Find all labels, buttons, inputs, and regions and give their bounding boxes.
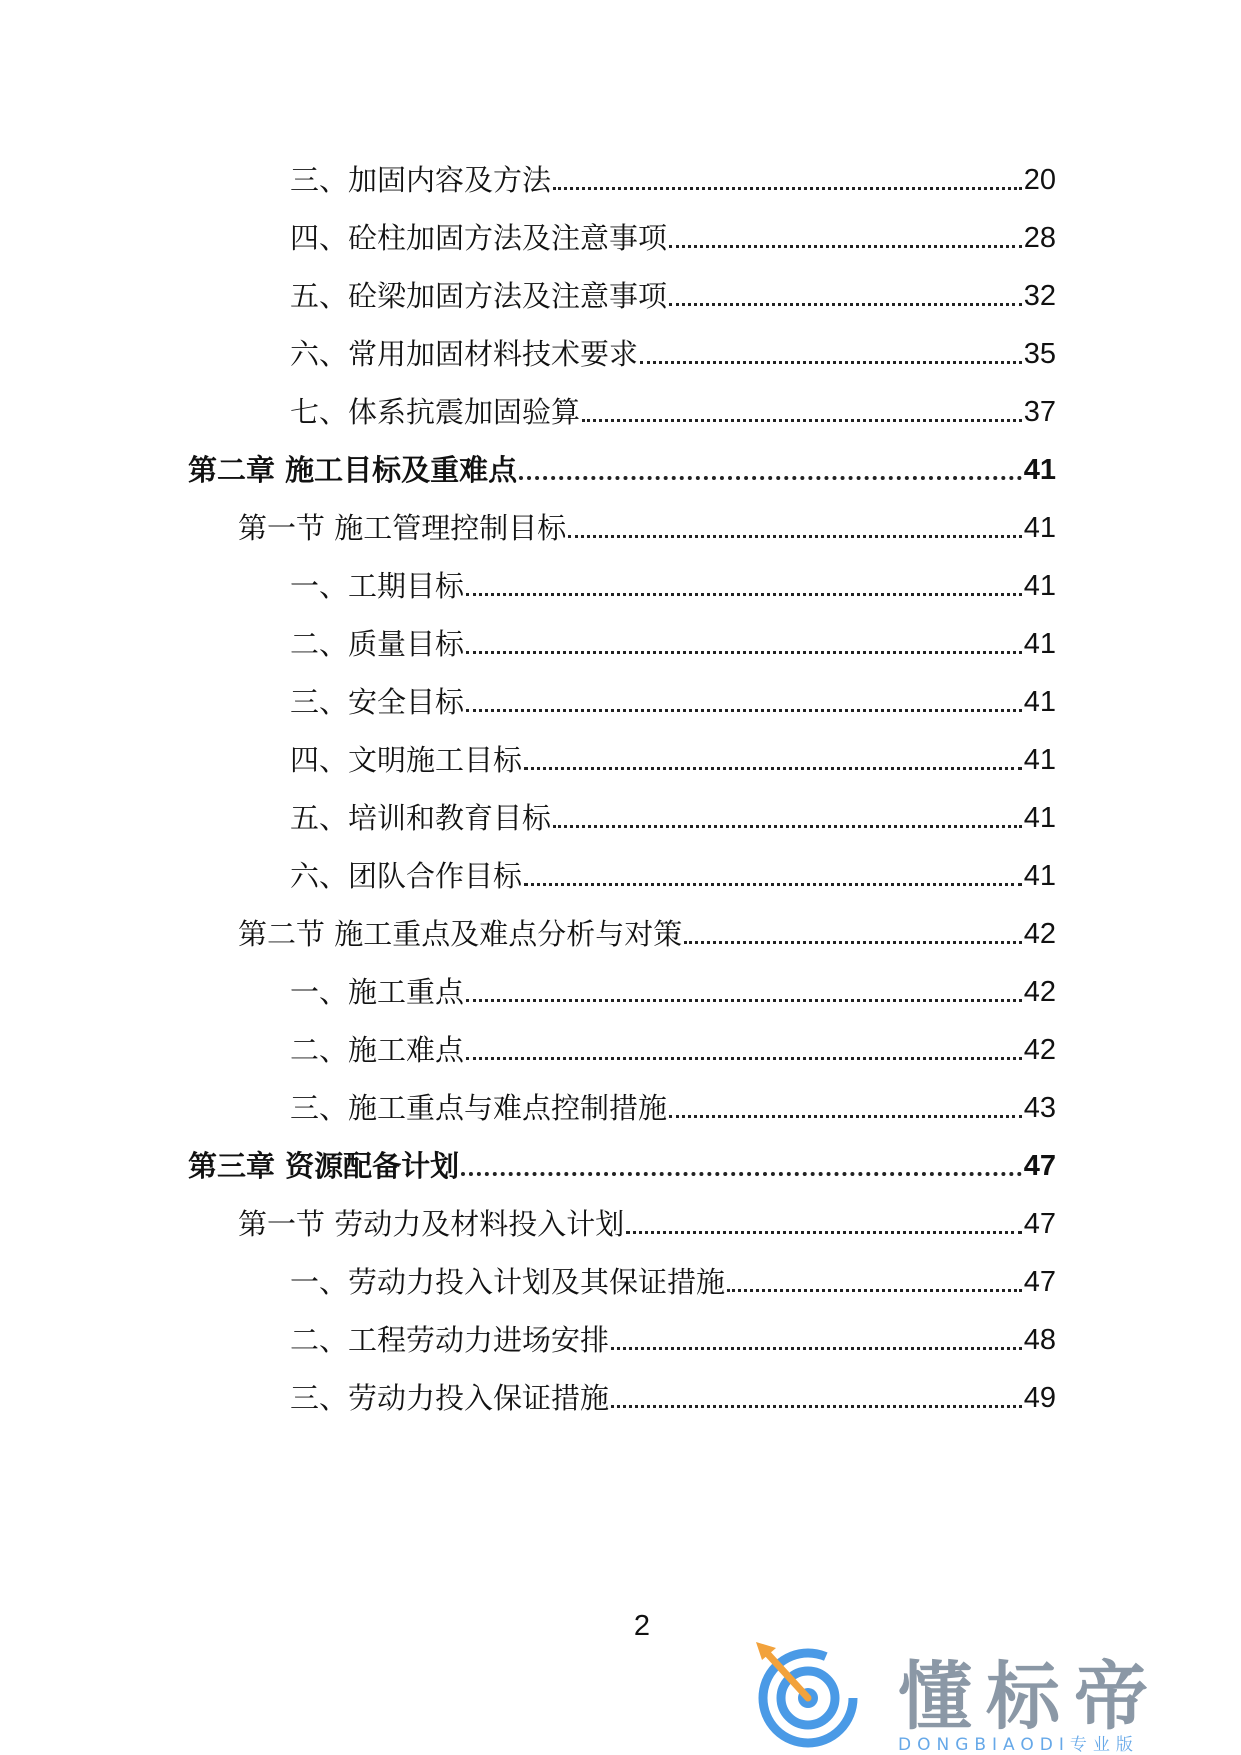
toc-entry-title: 第二节 施工重点及难点分析与对策 <box>238 917 683 951</box>
toc-entry-page: 42 <box>1023 918 1056 950</box>
toc-entry-title: 第一节 劳动力及材料投入计划 <box>238 1207 625 1241</box>
toc-leader-dots <box>727 1289 1022 1292</box>
toc-entry[interactable] <box>290 554 1056 604</box>
toc-leader-dots <box>684 941 1022 944</box>
toc-entry[interactable] <box>238 1192 1056 1242</box>
toc-entry[interactable] <box>290 844 1056 894</box>
watermark-brand: 懂标帝 <box>898 1654 1162 1740</box>
toc-entry-page: 49 <box>1023 1382 1056 1414</box>
toc-leader-dots <box>519 476 1022 480</box>
toc-leader-dots <box>524 883 1022 886</box>
toc-entry-page: 43 <box>1023 1092 1056 1124</box>
toc-leader-dots <box>524 767 1022 770</box>
toc-entry-title: 四、文明施工目标 <box>290 743 523 777</box>
page-number: 2 <box>633 1610 651 1642</box>
toc-entry[interactable] <box>290 670 1056 720</box>
toc-entry-title: 一、劳动力投入计划及其保证措施 <box>290 1265 726 1299</box>
toc-entry-title: 二、施工难点 <box>290 1033 465 1067</box>
watermark-subtitle: DONGBIAODI专业版 <box>898 1735 1139 1755</box>
toc-entry-page: 28 <box>1023 222 1056 254</box>
toc-entry-page: 41 <box>1023 454 1056 486</box>
toc-entry-title: 第三章 资源配备计划 <box>188 1149 460 1183</box>
toc-entry[interactable] <box>290 1366 1056 1416</box>
toc-entry-title: 三、安全目标 <box>290 685 465 719</box>
toc-entry-page: 41 <box>1023 744 1056 776</box>
toc-entry[interactable] <box>290 1250 1056 1300</box>
toc-leader-dots <box>466 709 1022 712</box>
toc-entry[interactable] <box>290 960 1056 1010</box>
toc-entry-title: 六、常用加固材料技术要求 <box>290 337 639 371</box>
toc-entry-title: 七、体系抗震加固验算 <box>290 395 581 429</box>
toc-leader-dots <box>582 419 1022 422</box>
toc-entry-page: 41 <box>1023 686 1056 718</box>
toc-entry[interactable] <box>290 612 1056 662</box>
toc-leader-dots <box>553 187 1022 190</box>
toc-leader-dots <box>466 651 1022 654</box>
toc-entry[interactable] <box>290 1076 1056 1126</box>
toc-entry-title: 三、劳动力投入保证措施 <box>290 1381 610 1415</box>
toc-leader-dots <box>669 245 1022 248</box>
toc-entry[interactable] <box>238 902 1056 952</box>
toc-leader-dots <box>466 593 1022 596</box>
toc-entry[interactable] <box>290 1308 1056 1358</box>
toc-entry-title: 六、团队合作目标 <box>290 859 523 893</box>
toc-entry-title: 三、加固内容及方法 <box>290 163 552 197</box>
toc-entry-page: 41 <box>1023 802 1056 834</box>
toc-entry-title: 三、施工重点与难点控制措施 <box>290 1091 668 1125</box>
toc-leader-dots <box>466 999 1022 1002</box>
toc-entry-title: 一、施工重点 <box>290 975 465 1009</box>
toc-leader-dots <box>669 303 1022 306</box>
toc-entry[interactable] <box>290 1018 1056 1068</box>
toc-entry-page: 41 <box>1023 860 1056 892</box>
toc-entry-page: 48 <box>1023 1324 1056 1356</box>
toc-entry-page: 47 <box>1023 1150 1056 1182</box>
toc-leader-dots <box>611 1405 1022 1408</box>
toc-entry-page: 47 <box>1023 1208 1056 1240</box>
toc-entry-title: 二、质量目标 <box>290 627 465 661</box>
toc-leader-dots <box>553 825 1022 828</box>
toc-entry[interactable] <box>290 786 1056 836</box>
toc-entry-page: 37 <box>1023 396 1056 428</box>
toc-leader-dots <box>611 1347 1022 1350</box>
toc-entry-page: 35 <box>1023 338 1056 370</box>
toc-leader-dots <box>626 1231 1022 1234</box>
toc-leader-dots <box>461 1172 1022 1176</box>
toc-entry-title: 五、培训和教育目标 <box>290 801 552 835</box>
toc-leader-dots <box>466 1057 1022 1060</box>
toc-entry-title: 二、工程劳动力进场安排 <box>290 1323 610 1357</box>
toc-entry-page: 41 <box>1023 512 1056 544</box>
toc-entry[interactable] <box>290 728 1056 778</box>
toc-entry[interactable] <box>290 264 1056 314</box>
toc-entry-page: 42 <box>1023 1034 1056 1066</box>
toc-entry-page: 41 <box>1023 570 1056 602</box>
toc-entry[interactable] <box>290 322 1056 372</box>
toc-entry-title: 第二章 施工目标及重难点 <box>188 453 518 487</box>
toc-entry-title: 一、工期目标 <box>290 569 465 603</box>
toc-entry[interactable] <box>188 1134 1056 1184</box>
toc-entry[interactable] <box>290 148 1056 198</box>
toc-leader-dots <box>669 1115 1022 1118</box>
toc-entry[interactable] <box>188 438 1056 488</box>
toc-entry-page: 42 <box>1023 976 1056 1008</box>
toc-entry-page: 20 <box>1023 164 1056 196</box>
toc-entry[interactable] <box>238 496 1056 546</box>
toc-entry-page: 41 <box>1023 628 1056 660</box>
toc-entry-title: 四、砼柱加固方法及注意事项 <box>290 221 668 255</box>
toc-entry-page: 47 <box>1023 1266 1056 1298</box>
toc-entry-title: 五、砼梁加固方法及注意事项 <box>290 279 668 313</box>
toc-leader-dots <box>568 535 1022 538</box>
target-dart-icon <box>746 1634 886 1749</box>
toc-entry-page: 32 <box>1023 280 1056 312</box>
toc-entry-title: 第一节 施工管理控制目标 <box>238 511 567 545</box>
toc-leader-dots <box>640 361 1022 364</box>
toc-entry[interactable] <box>290 380 1056 430</box>
toc-entry[interactable] <box>290 206 1056 256</box>
watermark-logo <box>746 1634 1226 1755</box>
